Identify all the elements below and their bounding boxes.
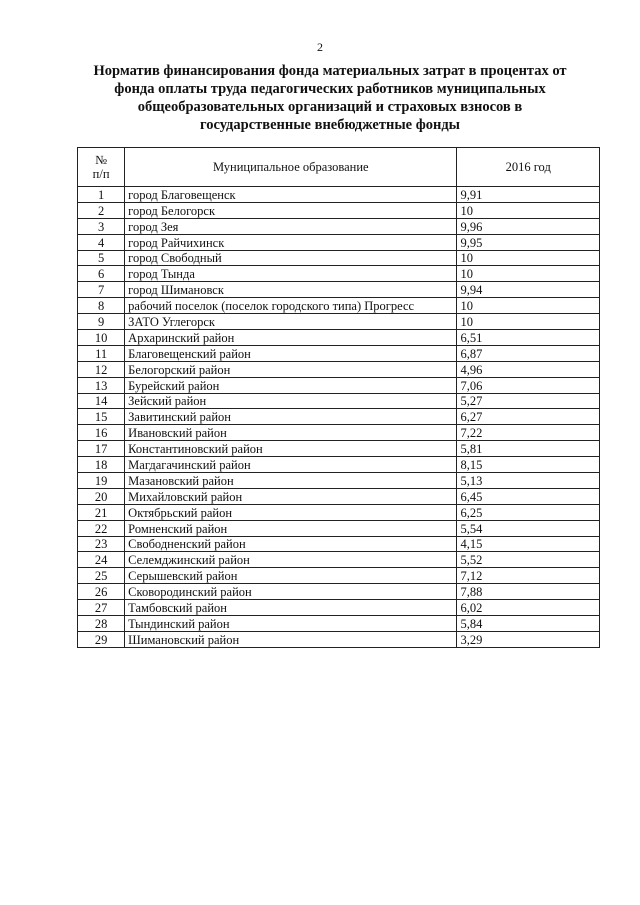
table-row [78,250,600,266]
header-municipality: Муниципальное образование [125,148,457,187]
table-row [78,616,600,632]
table-row [78,330,600,346]
row-number-cell: 24 [78,552,125,568]
row-number-cell: 6 [78,266,125,282]
municipality-cell: Завитинский район [125,409,457,425]
row-number-cell: 10 [78,330,125,346]
value-cell: 6,02 [457,600,600,616]
value-cell: 7,22 [457,425,600,441]
row-number-cell: 29 [78,631,125,647]
value-cell: 9,91 [457,187,600,203]
municipality-cell: город Свободный [125,250,457,266]
municipality-cell: город Райчихинск [125,234,457,250]
municipality-cell: Октябрьский район [125,504,457,520]
table-row [78,631,600,647]
table-row [78,409,600,425]
row-number-cell: 12 [78,361,125,377]
row-number-cell: 28 [78,616,125,632]
municipality-cell: Константиновский район [125,441,457,457]
municipality-cell: рабочий поселок (поселок городского типа) Прогресс [125,298,457,314]
page-number: 2 [317,40,323,54]
value-cell: 10 [457,250,600,266]
municipality-cell: Тамбовский район [125,600,457,616]
table-body [78,187,600,648]
table-row [78,361,600,377]
table-row [78,520,600,536]
table-row [78,298,600,314]
row-number-cell: 18 [78,457,125,473]
row-number-cell: 3 [78,218,125,234]
value-cell: 9,96 [457,218,600,234]
row-number-cell: 4 [78,234,125,250]
row-number-cell: 17 [78,441,125,457]
municipality-cell: Сковородинский район [125,584,457,600]
value-cell: 7,06 [457,377,600,393]
header-num-line1: № [95,153,108,167]
value-cell: 9,95 [457,234,600,250]
title-line: Норматив финансирования фонда материальных затрат в процентах от [93,63,567,79]
municipality-cell: Белогорский район [125,361,457,377]
table-row [78,377,600,393]
value-cell: 5,27 [457,393,600,409]
value-cell: 5,81 [457,441,600,457]
value-cell: 7,12 [457,568,600,584]
norm-table [77,147,600,648]
value-cell: 10 [457,298,600,314]
value-cell: 10 [457,314,600,330]
value-cell: 6,51 [457,330,600,346]
row-number-cell: 19 [78,473,125,489]
value-cell: 6,25 [457,504,600,520]
row-number-cell: 7 [78,282,125,298]
municipality-cell: Мазановский район [125,473,457,489]
row-number-cell: 20 [78,488,125,504]
table-row [78,600,600,616]
value-cell: 6,27 [457,409,600,425]
table-row [78,425,600,441]
table-row [78,504,600,520]
value-cell: 5,54 [457,520,600,536]
municipality-cell: Благовещенский район [125,345,457,361]
row-number-cell: 14 [78,393,125,409]
header-num-line2: п/п [92,167,110,181]
municipality-cell: Свободненский район [125,536,457,552]
value-cell: 8,15 [457,457,600,473]
row-number-cell: 1 [78,187,125,203]
row-number-cell: 21 [78,504,125,520]
table-row [78,234,600,250]
municipality-cell: Ромненский район [125,520,457,536]
value-cell: 4,15 [457,536,600,552]
municipality-cell: Тындинский район [125,616,457,632]
municipality-cell: Магдагачинский район [125,457,457,473]
table-row [78,282,600,298]
value-cell: 4,96 [457,361,600,377]
municipality-cell: город Белогорск [125,202,457,218]
table-row [78,568,600,584]
value-cell: 5,13 [457,473,600,489]
municipality-cell: ЗАТО Углегорск [125,314,457,330]
row-number-cell: 13 [78,377,125,393]
table-row [78,552,600,568]
table-header-row [78,148,600,187]
value-cell: 5,84 [457,616,600,632]
row-number-cell: 8 [78,298,125,314]
row-number-cell: 16 [78,425,125,441]
value-cell: 3,29 [457,631,600,647]
table-row [78,266,600,282]
table-row [78,202,600,218]
value-cell: 6,87 [457,345,600,361]
municipality-cell: Серышевский район [125,568,457,584]
row-number-cell: 9 [78,314,125,330]
table-row [78,314,600,330]
table-row [78,441,600,457]
municipality-cell: Михайловский район [125,488,457,504]
header-num [78,148,125,187]
value-cell: 6,45 [457,488,600,504]
table-row [78,536,600,552]
table-row [78,187,600,203]
header-year: 2016 год [457,148,600,187]
row-number-cell: 15 [78,409,125,425]
table-row [78,488,600,504]
table-row [78,473,600,489]
municipality-cell: город Тында [125,266,457,282]
row-number-cell: 5 [78,250,125,266]
document-title [80,62,580,134]
table-row [78,393,600,409]
table-row [78,345,600,361]
row-number-cell: 25 [78,568,125,584]
municipality-cell: Архаринский район [125,330,457,346]
title-line: общеобразовательных организаций и страховых взносов в [137,99,523,115]
row-number-cell: 11 [78,345,125,361]
municipality-cell: город Шимановск [125,282,457,298]
municipality-cell: Шимановский район [125,631,457,647]
row-number-cell: 27 [78,600,125,616]
value-cell: 10 [457,202,600,218]
table-row [78,584,600,600]
row-number-cell: 26 [78,584,125,600]
value-cell: 10 [457,266,600,282]
row-number-cell: 22 [78,520,125,536]
title-line: фонда оплаты труда педагогических работников муниципальных [114,81,546,97]
municipality-cell: город Благовещенск [125,187,457,203]
value-cell: 5,52 [457,552,600,568]
municipality-cell: Зейский район [125,393,457,409]
row-number-cell: 23 [78,536,125,552]
municipality-cell: Ивановский район [125,425,457,441]
table-row [78,457,600,473]
municipality-cell: Бурейский район [125,377,457,393]
municipality-cell: Селемджинский район [125,552,457,568]
title-line: государственные внебюджетные фонды [200,117,460,133]
row-number-cell: 2 [78,202,125,218]
table-row [78,218,600,234]
value-cell: 7,88 [457,584,600,600]
municipality-cell: город Зея [125,218,457,234]
value-cell: 9,94 [457,282,600,298]
